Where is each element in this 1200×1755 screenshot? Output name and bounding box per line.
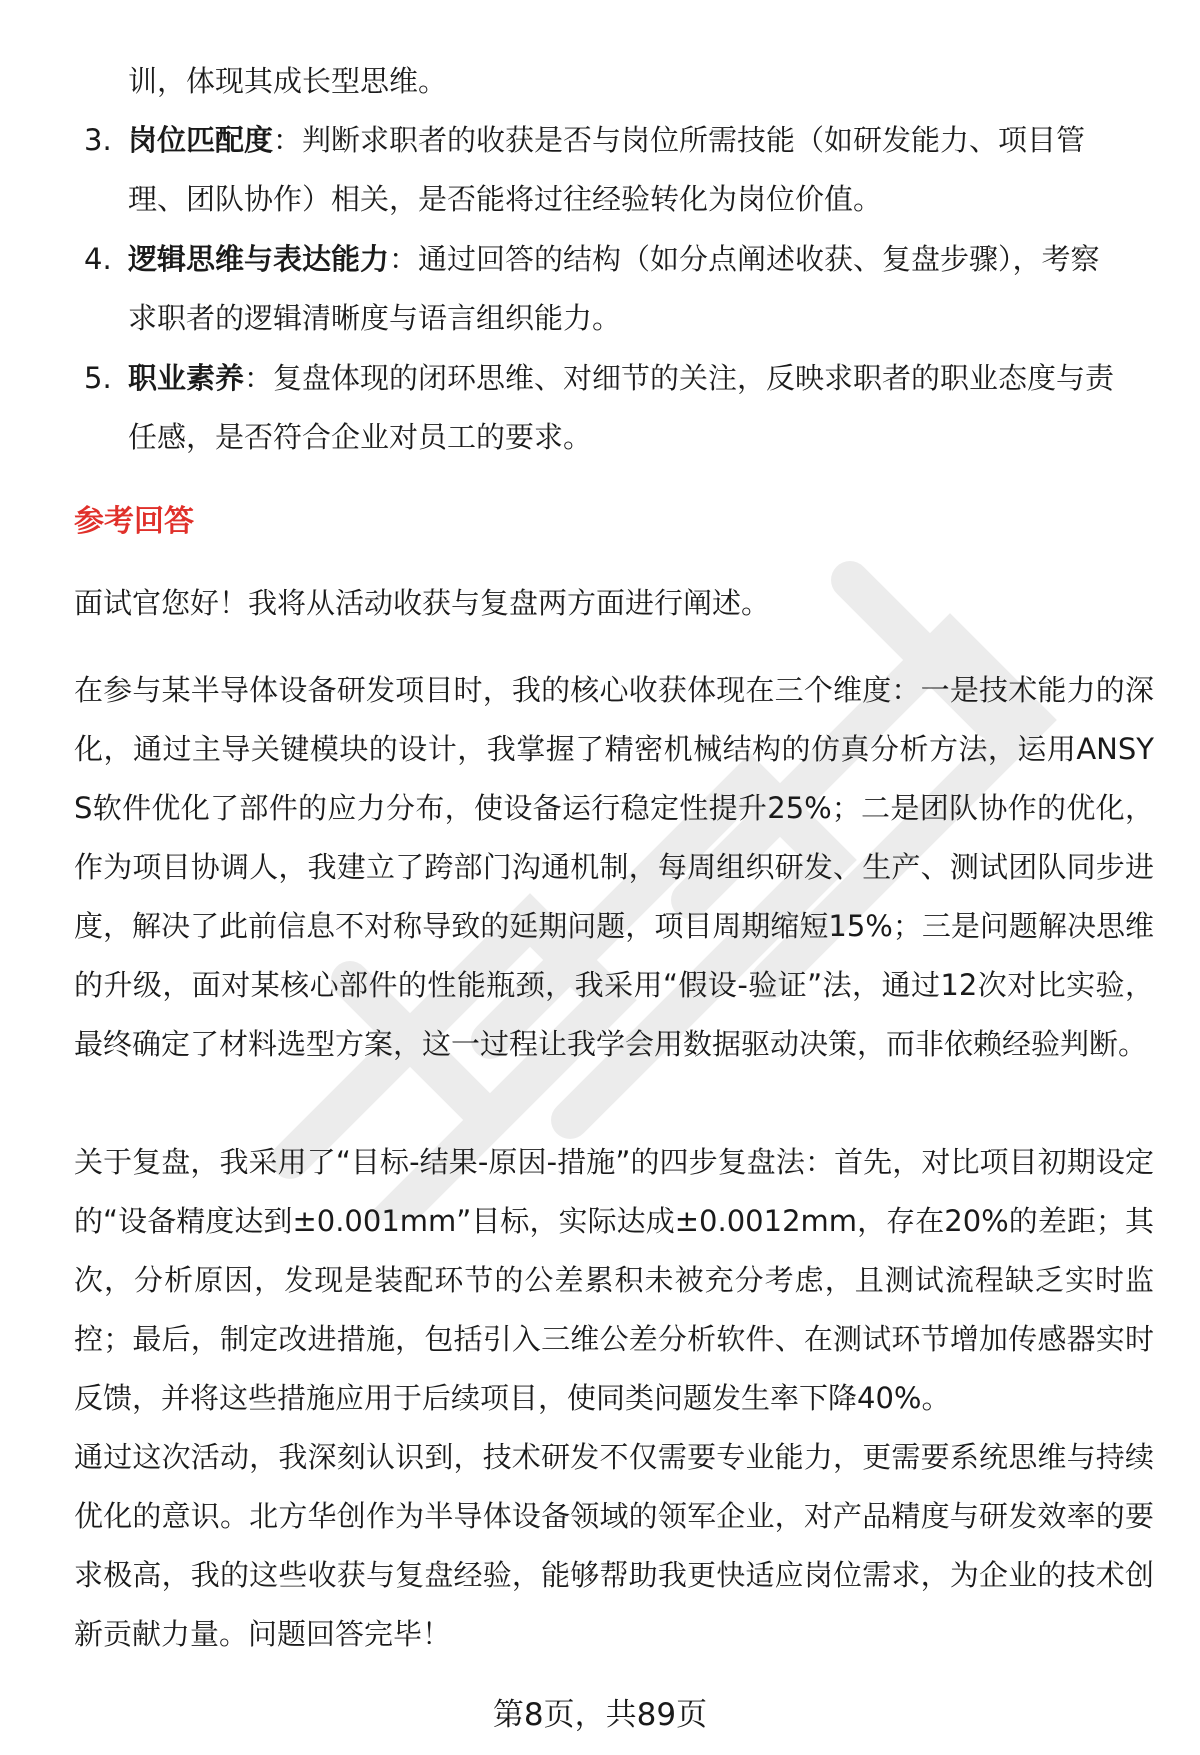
page-number-footer: 第8页，共89页 <box>492 1697 708 1733</box>
list-item-term: 岗位匹配度 <box>128 123 274 157</box>
list-item-text: 复盘体现的闭环思维、对细节的关注，反映求职者的职业态度与责任感，是否符合企业对员工的要求。 <box>128 361 1115 454</box>
list-item-separator: ： <box>244 361 274 395</box>
list-item-term: 逻辑思维与表达能力 <box>128 242 390 276</box>
answer-paragraph-review: 关于复盘，我采用了“目标-结果-原因-措施”的四步复盘法：首先，对比项目初期设定的“设备精度达到±0.001mm”目标，实际达成±0.0012mm，存在20%的差距；其次，分析原因，发现是装配环节的公差累积未被充分考虑，且测试流程缺乏实时监控；最后，制定改进措施，包括引入三维公差分析软件、在测试环节增加传感器实时反馈，并将这些措施应用于后续项目，使同类问题发生率下降40%。 <box>74 1145 1154 1415</box>
section-heading: 参考回答 <box>74 504 194 539</box>
list-continuation-text: 训，体现其成长型思维。 <box>128 64 448 98</box>
list-item-term: 职业素养 <box>128 361 245 395</box>
list-item-number: 4. <box>84 242 112 276</box>
list-item-text: 判断求职者的收获是否与岗位所需技能（如研发能力、项目管理、团队协作）相关，是否能将过往经验转化为岗位价值。 <box>128 123 1086 216</box>
list-item-separator: ： <box>273 123 303 157</box>
list-item <box>0 230 1128 348</box>
criteria-list <box>0 111 1200 468</box>
answer-paragraph-gains: 在参与某半导体设备研发项目时，我的核心收获体现在三个维度：一是技术能力的深化，通过主导关键模块的设计，我掌握了精密机械结构的仿真分析方法，运用ANSYS软件优化了部件的应力分布，使设备运行稳定性提升25%；二是团队协作的优化，作为项目协调人，我建立了跨部门沟通机制，每周组织研发、生产、测试团队同步进度，解决了此前信息不对称导致的延期问题，项目周期缩短15%；三是问题解决思维的升级，面对某核心部件的性能瓶颈，我采用“假设-验证”法，通过12次对比实验，最终确定了材料选型方案，这一过程让我学会用数据驱动决策，而非依赖经验判断。 <box>74 673 1154 1061</box>
list-item <box>0 111 1128 229</box>
list-item-text: 通过回答的结构（如分点阐述收获、复盘步骤），考察求职者的逻辑清晰度与语言组织能力。 <box>128 242 1100 335</box>
answer-paragraph-conclusion: 通过这次活动，我深刻认识到，技术研发不仅需要专业能力，更需要系统思维与持续优化的意识。北方华创作为半导体设备领域的领军企业，对产品精度与研发效率的要求极高，我的这些收获与复盘经验，能够帮助我更快适应岗位需求，为企业的技术创新贡献力量。问题回答完毕！ <box>74 1440 1154 1651</box>
list-item-separator: ： <box>389 242 419 276</box>
answer-paragraph-greeting: 面试官您好！我将从活动收获与复盘两方面进行阐述。 <box>74 586 771 620</box>
list-item <box>0 349 1128 467</box>
list-item-number: 3. <box>84 123 112 157</box>
list-item-number: 5. <box>84 361 112 395</box>
